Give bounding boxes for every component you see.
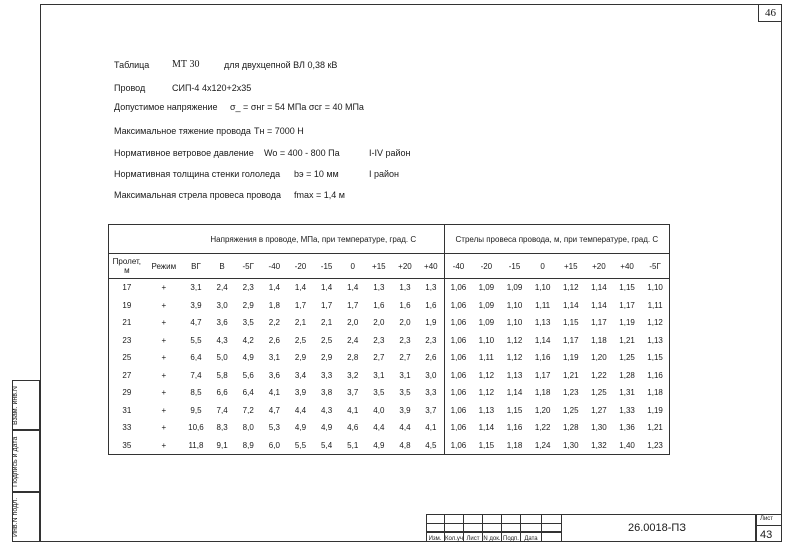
side-label-replacement: Взам. инв.N [12, 386, 19, 426]
sag-cell: 1,10 [506, 300, 523, 310]
stress-col-header: +40 [418, 254, 444, 279]
span-header: Пролет, м [109, 254, 145, 279]
side-stamp [12, 380, 40, 542]
stress-cell: 4,4 [399, 423, 411, 433]
stress-cell: 7,4 [216, 405, 228, 415]
table-row [109, 297, 670, 315]
stress-cell: 3,7 [425, 405, 437, 415]
stress-cell: 3,7 [347, 388, 359, 398]
sag-cell: 1,24 [529, 437, 557, 455]
stress-col-header: ВГ [183, 254, 209, 279]
stress-cell: 4,1 [425, 423, 437, 433]
stress-cell: 3,5 [373, 388, 385, 398]
stress-cell: 2,7 [399, 353, 411, 363]
sag-col-header: +15 [557, 254, 585, 279]
mode-cell: + [145, 437, 183, 455]
sag-cell: 1,12 [506, 353, 523, 363]
stress-col-header: +15 [366, 254, 392, 279]
sag-cell: 1,06 [444, 297, 472, 315]
stress-cell: 2,3 [373, 335, 385, 345]
stress-cell: 4,0 [373, 405, 385, 415]
stamp-label-date: Дата [524, 536, 538, 542]
sag-cell: 1,20 [534, 405, 551, 415]
stress-cell: 4,3 [216, 335, 228, 345]
stress-cell: 1,4 [347, 283, 359, 293]
stress-group-header: Напряжения в проводе, МПа, при температуре, град. С [183, 225, 444, 254]
page-number: 46 [758, 4, 782, 22]
stress-cell: 1,6 [373, 300, 385, 310]
sag-cell: 1,23 [641, 437, 669, 455]
stress-cell: 3,9 [399, 405, 411, 415]
sag-cell: 1,28 [619, 370, 635, 380]
sag-cell: 1,32 [585, 437, 613, 455]
stress-cell: 1,3 [373, 283, 385, 293]
stress-cell: 3,0 [425, 370, 437, 380]
stress-cell: 8,9 [235, 437, 261, 455]
stress-cell: 2,4 [216, 283, 228, 293]
sag-cell: 1,14 [506, 388, 523, 398]
stress-cell: 4,4 [373, 423, 385, 433]
stress-cell: 4,7 [268, 405, 280, 415]
stress-cell: 9,1 [209, 437, 235, 455]
wire-value: СИП-4 4х120+2х35 [172, 83, 252, 93]
stress-cell: 2,0 [399, 318, 411, 328]
table-desc: для двухцепной ВЛ 0,38 кВ [224, 60, 338, 70]
stress-cell: 2,8 [347, 353, 359, 363]
sag-cell: 1,25 [591, 388, 607, 398]
mode-cell: + [161, 370, 167, 380]
sag-cell: 1,36 [619, 423, 635, 433]
stress-col-header: -15 [314, 254, 340, 279]
stress-cell: 3,9 [294, 388, 307, 398]
sag-cell: 1,10 [478, 335, 495, 345]
stress-cell: 2,5 [294, 335, 307, 345]
mode-cell: + [161, 300, 167, 310]
tension-label: Максимальное тяжение провода [114, 126, 251, 136]
stress-cell: 1,3 [425, 283, 437, 293]
stress-cell: 1,7 [347, 300, 359, 310]
stress-cell: 4,4 [294, 405, 307, 415]
sag-tension-table [108, 224, 670, 455]
stress-cell: 5,3 [268, 423, 280, 433]
sag-cell: 1,10 [534, 283, 551, 293]
sag-cell: 1,28 [562, 423, 579, 433]
table-value: МТ 30 [172, 59, 200, 70]
stress-cell: 2,1 [294, 318, 307, 328]
side-label-signature: Подпись и дата [12, 436, 19, 488]
sag-cell: 1,18 [534, 388, 551, 398]
stress-cell: 2,3 [399, 335, 411, 345]
stress-cell: 3,1 [373, 370, 385, 380]
sag-group-header: Стрелы провеса провода, м, при температуре, град. С [444, 225, 669, 254]
stress-cell: 1,4 [321, 283, 333, 293]
table-row [109, 367, 670, 385]
stress-cell: 7,4 [190, 370, 202, 380]
sag-cell: 1,06 [444, 332, 472, 350]
stress-cell: 5,4 [314, 437, 340, 455]
sag-cell: 1,18 [591, 335, 607, 345]
sag-cell: 1,25 [562, 405, 579, 415]
table-row [109, 402, 670, 420]
sag-col-header: -40 [444, 254, 472, 279]
sag-cell: 1,13 [506, 370, 523, 380]
stress-cell: 10,6 [188, 423, 204, 433]
stamp-label-change: Изм. [428, 536, 442, 542]
table-row [109, 437, 670, 455]
span-cell: 17 [109, 279, 145, 297]
sag-cell: 1,30 [557, 437, 585, 455]
stress-cell: 1,6 [399, 300, 411, 310]
tension-value: Tн = 7000 Н [254, 126, 304, 136]
sag-cell: 1,17 [619, 300, 635, 310]
stress-cell: 4,1 [347, 405, 359, 415]
sag-cell: 1,22 [534, 423, 551, 433]
sag-col-header: -5Г [641, 254, 669, 279]
sag-cell: 1,21 [562, 370, 579, 380]
sag-cell: 1,10 [506, 318, 523, 328]
wire-label: Провод [114, 83, 146, 93]
mode-cell: + [161, 318, 167, 328]
stress-cell: 2,3 [242, 283, 254, 293]
stress-cell: 3,5 [242, 318, 254, 328]
sag-cell: 1,09 [478, 283, 495, 293]
stress-cell: 1,3 [399, 283, 411, 293]
sag-cell: 1,12 [478, 370, 495, 380]
stress-cell: 7,2 [242, 405, 254, 415]
stress-cell: 2,2 [268, 318, 280, 328]
sag-cell: 1,14 [591, 300, 607, 310]
stress-cell: 6,6 [216, 388, 228, 398]
stress-cell: 5,5 [190, 335, 202, 345]
sag-cell: 1,18 [500, 437, 528, 455]
stress-cell: 3,6 [216, 318, 228, 328]
sag-cell: 1,06 [444, 367, 472, 385]
stress-col-header: -20 [287, 254, 313, 279]
sag-cell: 1,12 [641, 314, 669, 332]
sag-cell: 1,22 [591, 370, 607, 380]
sag-cell: 1,21 [619, 335, 635, 345]
mode-cell: + [161, 423, 167, 433]
stress-cell: 5,8 [216, 370, 228, 380]
stress-cell: 1,7 [321, 300, 333, 310]
span-cell: 27 [109, 367, 145, 385]
sag-cell: 1,19 [562, 353, 579, 363]
sag-cell: 1,11 [535, 300, 551, 310]
ice-region: I район [369, 169, 400, 179]
span-cell: 31 [109, 402, 145, 420]
stress-cell: 2,9 [242, 300, 254, 310]
mode-cell: + [161, 283, 167, 293]
sag-label: Максимальная стрела провеса провода [114, 190, 281, 200]
stress-cell: 4,1 [268, 388, 280, 398]
stress-cell: 8,0 [242, 423, 254, 433]
sheet-label: Лист [760, 516, 774, 522]
sag-cell: 1,06 [444, 384, 472, 402]
stress-cell: 3,3 [321, 370, 333, 380]
ice-label: Нормативная толщина стенки гололеда [114, 169, 281, 179]
span-cell: 21 [109, 314, 145, 332]
stress-cell: 2,9 [294, 353, 307, 363]
sag-cell: 1,11 [641, 297, 669, 315]
table-row [109, 349, 670, 367]
sag-cell: 1,30 [591, 423, 607, 433]
stress-cell: 2,7 [373, 353, 385, 363]
stress-cell: 3,4 [294, 370, 307, 380]
stress-cell: 3,1 [399, 370, 411, 380]
sag-cell: 1,06 [444, 402, 472, 420]
stress-cell: 4,9 [321, 423, 333, 433]
sag-cell: 1,23 [562, 388, 579, 398]
sag-cell: 1,11 [478, 353, 494, 363]
stamp-label-sign: Подп. [503, 536, 519, 542]
sag-cell: 1,14 [478, 423, 495, 433]
table-row [109, 332, 670, 350]
table-label: Таблица [114, 60, 150, 70]
stress-label: Допустимое напряжение [114, 102, 218, 112]
stress-cell: 2,0 [347, 318, 359, 328]
stress-cell: 4,2 [242, 335, 254, 345]
stress-cell: 3,1 [268, 353, 280, 363]
ice-value: bэ = 10 мм [294, 169, 339, 179]
span-cell: 33 [109, 419, 145, 437]
table-row [109, 279, 670, 297]
sag-cell: 1,14 [534, 335, 551, 345]
stress-cell: 4,7 [190, 318, 202, 328]
stress-col-header: -5Г [235, 254, 261, 279]
sag-cell: 1,06 [444, 437, 472, 455]
sag-col-header: -15 [500, 254, 528, 279]
stress-cell: 2,0 [373, 318, 385, 328]
stress-cell: 4,6 [347, 423, 359, 433]
stress-cell: 3,2 [347, 370, 359, 380]
span-cell: 29 [109, 384, 145, 402]
stress-col-header: +20 [392, 254, 418, 279]
mode-cell: + [161, 388, 167, 398]
sag-cell: 1,06 [444, 279, 472, 297]
wind-value: Wo = 400 - 800 Па [264, 148, 340, 158]
sag-cell: 1,15 [641, 349, 669, 367]
stress-cell: 4,9 [294, 423, 307, 433]
mode-header: Режим [145, 254, 183, 279]
side-label-inventory: Инв.N подл. [12, 497, 19, 537]
span-cell: 19 [109, 297, 145, 315]
stress-cell: 3,9 [190, 300, 202, 310]
sag-cell: 1,16 [641, 367, 669, 385]
stress-cell: 11,8 [183, 437, 209, 455]
sag-cell: 1,13 [478, 405, 495, 415]
stress-cell: 3,8 [321, 388, 333, 398]
span-cell: 23 [109, 332, 145, 350]
table-row [109, 419, 670, 437]
stress-cell: 9,5 [190, 405, 202, 415]
sheet-number: 43 [760, 529, 773, 541]
stress-cell: 2,6 [268, 335, 280, 345]
stress-cell: 2,5 [321, 335, 333, 345]
stress-cell: 2,3 [425, 335, 437, 345]
sag-cell: 1,15 [619, 283, 635, 293]
title-block [426, 514, 782, 542]
sag-cell: 1,14 [591, 283, 607, 293]
stress-cell: 3,1 [190, 283, 202, 293]
stress-cell: 5,1 [340, 437, 366, 455]
sag-cell: 1,19 [619, 318, 635, 328]
sag-cell: 1,15 [506, 405, 523, 415]
sag-value: fmax = 1,4 м [294, 190, 345, 200]
stress-cell: 4,8 [392, 437, 418, 455]
span-cell: 25 [109, 349, 145, 367]
stress-col-header: В [209, 254, 235, 279]
stress-cell: 8,5 [190, 388, 202, 398]
wind-label: Нормативное ветровое давление [114, 148, 254, 158]
sag-col-header: 0 [529, 254, 557, 279]
document-code: 26.0018-ПЗ [628, 522, 686, 534]
mode-cell: + [161, 405, 167, 415]
stress-cell: 6,4 [242, 388, 254, 398]
sag-cell: 1,40 [613, 437, 641, 455]
stress-col-header: 0 [340, 254, 366, 279]
stress-cell: 5,0 [216, 353, 228, 363]
sag-cell: 1,17 [534, 370, 551, 380]
sag-cell: 1,20 [591, 353, 607, 363]
stress-cell: 1,9 [425, 318, 437, 328]
stress-cell: 1,6 [425, 300, 437, 310]
sag-cell: 1,12 [562, 283, 579, 293]
sag-cell: 1,15 [472, 437, 500, 455]
table-row [109, 314, 670, 332]
stress-cell: 3,0 [216, 300, 228, 310]
stress-cell: 2,6 [425, 353, 437, 363]
sag-cell: 1,33 [619, 405, 635, 415]
stress-cell: 2,4 [347, 335, 359, 345]
stress-cell: 5,5 [287, 437, 313, 455]
sag-cell: 1,17 [591, 318, 607, 328]
stress-cell: 1,4 [294, 283, 307, 293]
stamp-label-count: Кол.уч [445, 536, 463, 542]
sag-cell: 1,18 [641, 384, 669, 402]
sag-col-header: +40 [613, 254, 641, 279]
sag-cell: 1,06 [444, 349, 472, 367]
sag-cell: 1,13 [641, 332, 669, 350]
sag-cell: 1,17 [562, 335, 579, 345]
stress-cell: 8,3 [216, 423, 228, 433]
stress-cell: 1,7 [294, 300, 307, 310]
sag-cell: 1,06 [444, 419, 472, 437]
sag-cell: 1,13 [534, 318, 551, 328]
sag-cell: 1,21 [641, 419, 669, 437]
sag-cell: 1,12 [506, 335, 523, 345]
sag-cell: 1,14 [562, 300, 579, 310]
sag-cell: 1,09 [506, 283, 523, 293]
stress-cell: 3,5 [399, 388, 411, 398]
sag-cell: 1,15 [562, 318, 579, 328]
stress-cell: 2,9 [321, 353, 333, 363]
stress-cell: 6,0 [261, 437, 287, 455]
stress-cell: 6,4 [190, 353, 202, 363]
stress-cell: 5,6 [242, 370, 254, 380]
stress-cell: 3,3 [425, 388, 437, 398]
stamp-label-sheet: Лист [466, 536, 480, 542]
stress-cell: 1,4 [268, 283, 280, 293]
sag-cell: 1,09 [478, 300, 495, 310]
wind-region: I-IV район [369, 148, 411, 158]
stress-cell: 4,9 [366, 437, 392, 455]
stress-cell: 2,1 [321, 318, 333, 328]
stress-cell: 4,5 [418, 437, 444, 455]
sag-cell: 1,09 [478, 318, 495, 328]
sag-cell: 1,25 [619, 353, 635, 363]
sag-cell: 1,10 [641, 279, 669, 297]
sag-col-header: -20 [472, 254, 500, 279]
sag-cell: 1,16 [506, 423, 523, 433]
stress-value: σ_ = σнг = 54 МПа σcг = 40 МПа [230, 102, 364, 112]
sag-cell: 1,06 [444, 314, 472, 332]
stress-cell: 4,9 [242, 353, 254, 363]
mode-cell: + [161, 353, 167, 363]
stress-cell: 1,8 [268, 300, 280, 310]
stamp-label-docnum: N док. [483, 536, 501, 542]
stress-cell: 3,6 [268, 370, 280, 380]
sag-col-header: +20 [585, 254, 613, 279]
sag-cell: 1,31 [619, 388, 635, 398]
span-cell: 35 [109, 437, 145, 455]
stress-col-header: -40 [261, 254, 287, 279]
sag-cell: 1,12 [478, 388, 495, 398]
sag-cell: 1,19 [641, 402, 669, 420]
stress-cell: 4,3 [321, 405, 333, 415]
sag-cell: 1,27 [591, 405, 607, 415]
mode-cell: + [161, 335, 167, 345]
sag-cell: 1,16 [534, 353, 551, 363]
table-row [109, 384, 670, 402]
